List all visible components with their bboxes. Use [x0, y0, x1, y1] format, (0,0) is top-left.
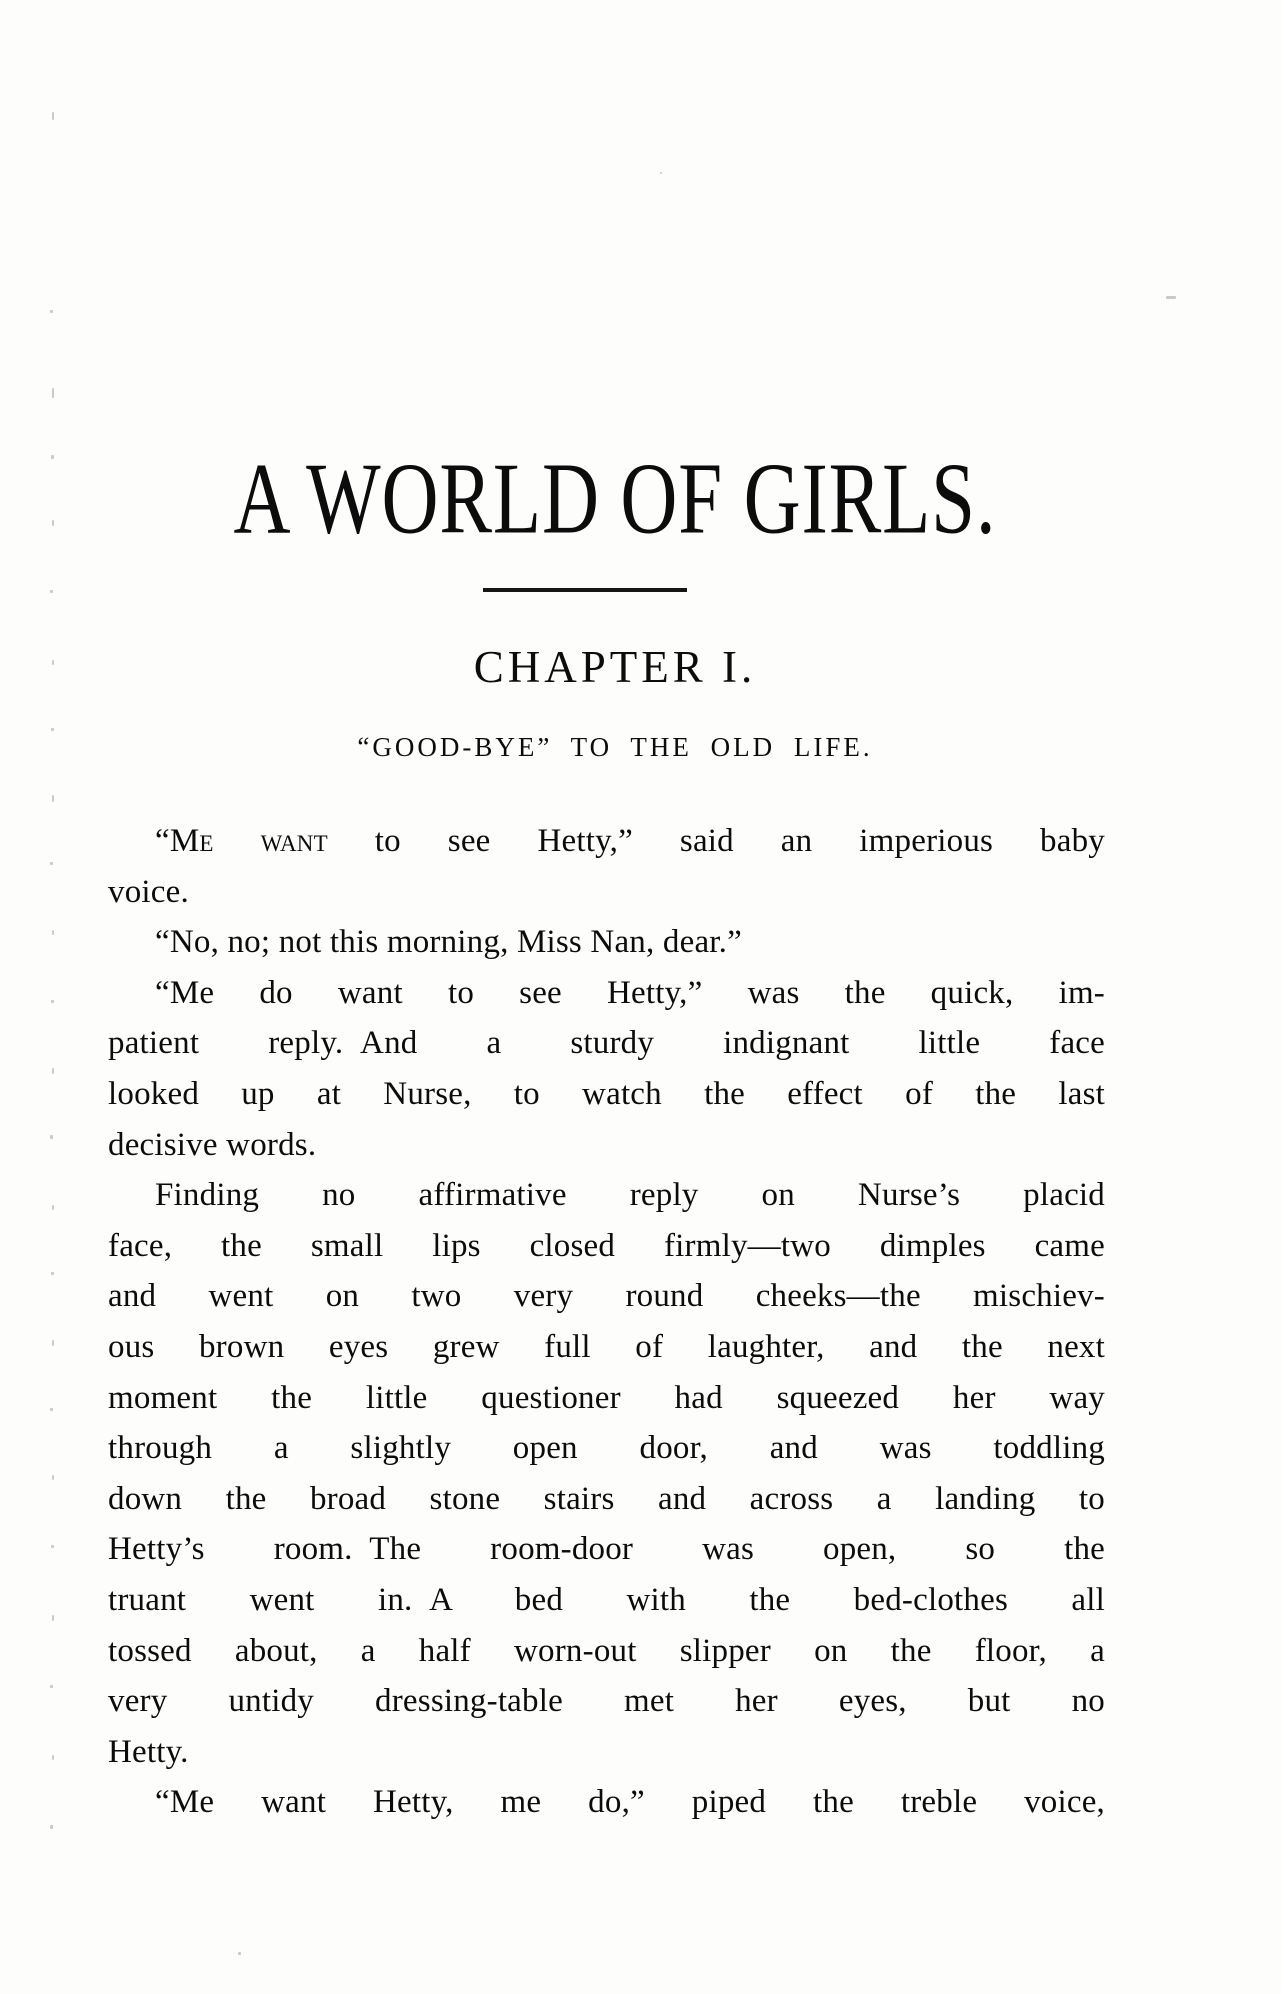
title-divider	[483, 588, 687, 592]
smallcaps-lead: “Me want	[155, 823, 328, 859]
scan-artifact	[50, 1408, 53, 1411]
text-line: truant went in. A bed with the bed-clothes all	[108, 1581, 1105, 1618]
scan-artifact	[50, 1135, 53, 1139]
text-line: Hetty.	[108, 1733, 189, 1770]
text-line: looked up at Nurse, to watch the effect of the last	[108, 1075, 1105, 1112]
scan-artifact	[50, 1685, 53, 1688]
text-line: “Me want Hetty, me do,” piped the treble voice,	[155, 1784, 1105, 1821]
scan-artifact	[1166, 296, 1176, 299]
chapter-heading: CHAPTER I.	[473, 642, 757, 692]
scan-artifact	[52, 1068, 54, 1074]
body-text	[108, 816, 1105, 1828]
book-title: A WORLD OF GIRLS.	[233, 442, 997, 556]
scan-artifact	[52, 1755, 54, 1760]
scan-artifact	[50, 862, 53, 865]
scan-artifact	[50, 590, 53, 593]
text-line: voice.	[108, 873, 189, 910]
text-line: very untidy dressing-table met her eyes, but no	[108, 1683, 1105, 1720]
scan-artifact	[52, 1340, 54, 1346]
scan-artifact	[52, 112, 54, 120]
text-line: and went on two very round cheeks—the mischiev-	[108, 1278, 1105, 1315]
scan-artifact	[51, 1272, 54, 1275]
text-line: Hetty’s room. The room-door was open, so the	[108, 1531, 1105, 1568]
text-line: down the broad stone stairs and across a landing to	[108, 1480, 1105, 1517]
scan-artifact	[50, 1825, 53, 1829]
text-line: through a slightly open door, and was toddling	[108, 1430, 1105, 1467]
scan-artifact	[660, 172, 662, 174]
scan-artifact	[52, 388, 54, 398]
scan-artifact	[52, 660, 54, 665]
text-line: “Me want to see Hetty,” said an imperious baby	[155, 823, 1105, 859]
text-line: tossed about, a half worn-out slipper on the floor, a	[108, 1632, 1105, 1669]
text-line: ous brown eyes grew full of laughter, and the next	[108, 1328, 1105, 1365]
section-heading: “GOOD-BYE” TO THE OLD LIFE.	[357, 732, 873, 762]
scan-artifact	[51, 1545, 54, 1548]
text-line: patient reply. And a sturdy indignant little face	[108, 1025, 1105, 1062]
scan-artifact	[52, 930, 54, 935]
text-line: Finding no affirmative reply on Nurse’s placid	[155, 1177, 1105, 1214]
text-line: “No, no; not this morning, Miss Nan, dear.”	[155, 924, 742, 961]
scan-artifact	[51, 728, 54, 731]
scan-artifact	[51, 1000, 54, 1003]
text-line: decisive words.	[108, 1126, 317, 1163]
text-line: “Me do want to see Hetty,” was the quick, im-	[155, 974, 1105, 1011]
text-line: face, the small lips closed firmly—two dimples came	[108, 1227, 1105, 1264]
scan-artifact	[238, 1952, 241, 1955]
text-line: moment the little questioner had squeezed her way	[108, 1379, 1105, 1416]
scan-artifact	[52, 520, 54, 526]
scan-artifact	[52, 1475, 54, 1480]
scan-artifact	[52, 795, 54, 802]
scan-artifact	[52, 1205, 54, 1210]
scan-artifact	[52, 1615, 54, 1621]
scan-artifact	[50, 310, 53, 313]
scan-artifact	[51, 455, 54, 459]
